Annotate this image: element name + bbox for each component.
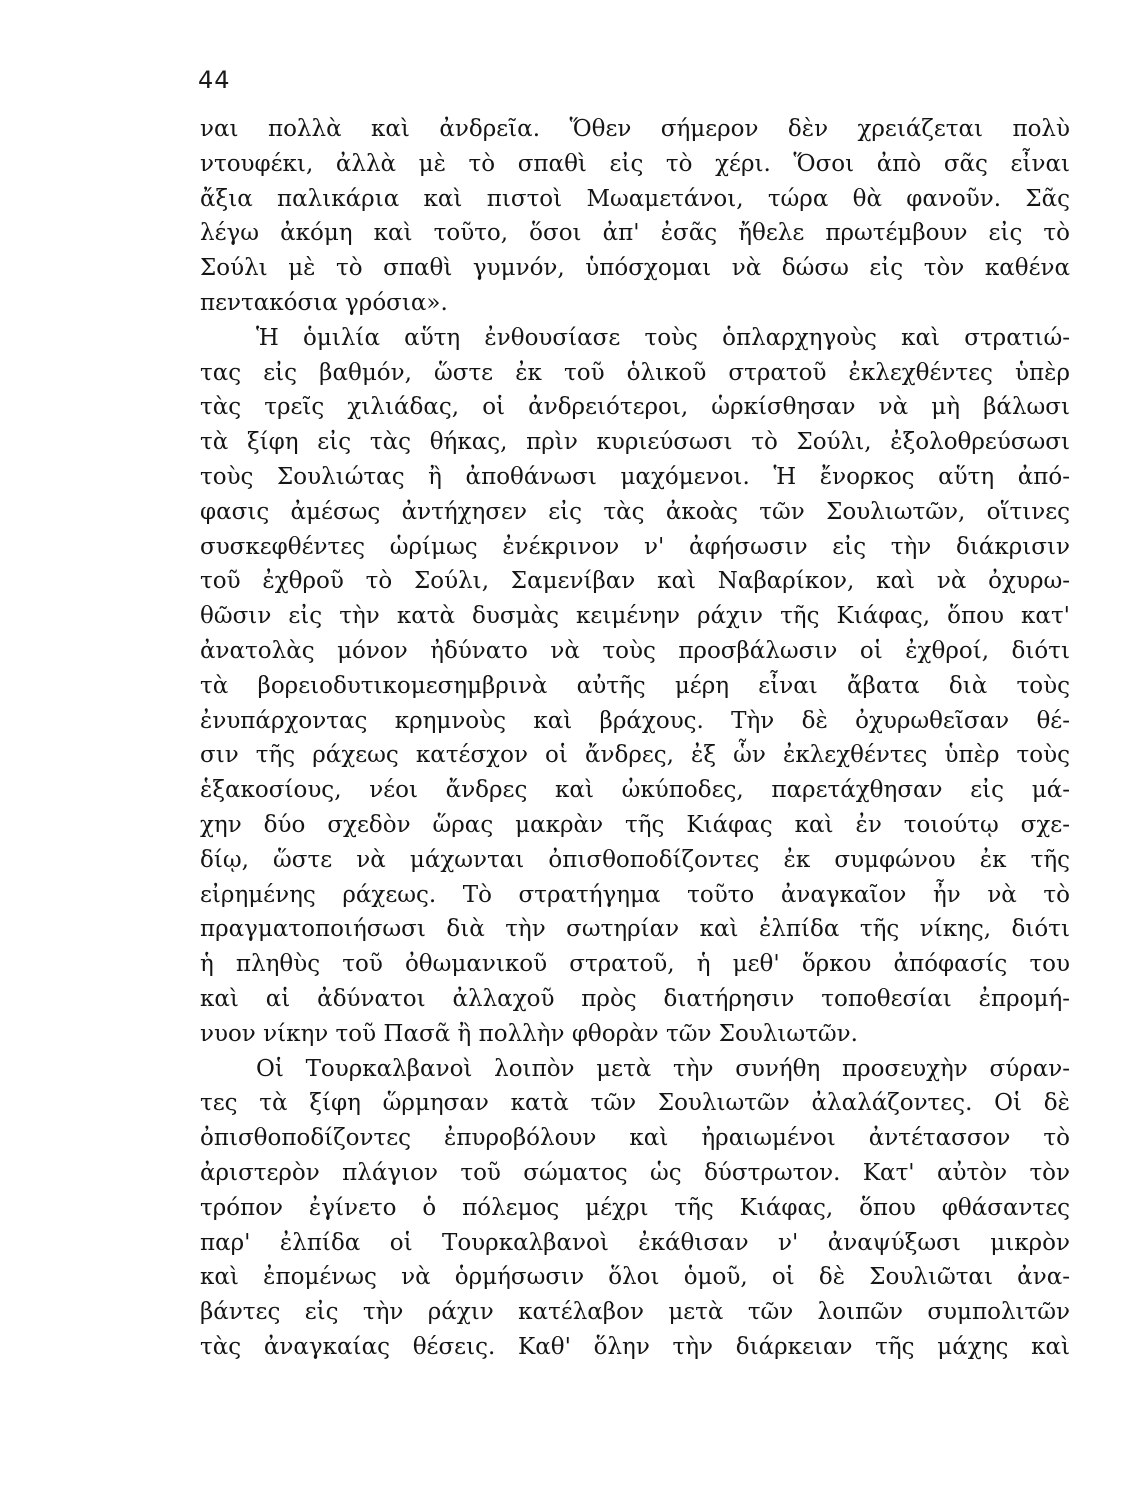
text-line: ἄξια παλικάρια καὶ πιστοὶ Μωαμετάνοι, τώρα θὰ φανοῦν. Σᾶς (200, 185, 1070, 212)
text-line: χην δύο σχεδὸν ὥρας μακρὰν τῆς Κιάφας καὶ ἐν τοιούτῳ σχε- (200, 811, 1070, 838)
text-line: καὶ αἱ ἀδύνατοι ἀλλαχοῦ πρὸς διατήρησιν τοποθεσίαι ἐπρομή- (200, 985, 1070, 1012)
text-line: εἰρημένης ράχεως. Τὸ στρατήγημα τοῦτο ἀναγκαῖον ἦν νὰ τὸ (200, 881, 1070, 908)
text-line: λέγω ἀκόμη καὶ τοῦτο, ὅσοι ἀπ' ἐσᾶς ἤθελε πρωτέμβουν εἰς τὸ (200, 220, 1070, 247)
text-line: τὰ βορειοδυτικομεσημβρινὰ αὐτῆς μέρη εἶναι ἄβατα διὰ τοὺς (200, 672, 1070, 699)
text-line: πεντακόσια γρόσια». (200, 289, 448, 316)
text-line: ἀριστερὸν πλάγιον τοῦ σώματος ὡς δύστρωτον. Κατ' αὐτὸν τὸν (200, 1159, 1070, 1186)
text-line: τὰς ἀναγκαίας θέσεις. Καθ' ὅλην τὴν διάρκειαν τῆς μάχης καὶ (200, 1333, 1070, 1360)
text-line: ντουφέκι, ἀλλὰ μὲ τὸ σπαθὶ εἰς τὸ χέρι. Ὅσοι ἀπὸ σᾶς εἶναι (200, 150, 1070, 177)
text-line: δίῳ, ὥστε νὰ μάχωνται ὀπισθοποδίζοντες ἐκ συμφώνου ἐκ τῆς (200, 846, 1070, 873)
text-line: τοῦ ἐχθροῦ τὸ Σούλι, Σαμενίβαν καὶ Ναβαρίκον, καὶ νὰ ὀχυρω- (200, 568, 1070, 595)
text-line: τες τὰ ξίφη ὥρμησαν κατὰ τῶν Σουλιωτῶν ἀλαλάζοντες. Οἱ δὲ (200, 1090, 1070, 1117)
text-line: τρόπον ἐγίνετο ὁ πόλεμος μέχρι τῆς Κιάφας, ὅπου φθάσαντες (200, 1194, 1070, 1221)
paragraph-start-line: Ἡ ὁμιλία αὕτη ἐνθουσίασε τοὺς ὁπλαρχηγοὺς καὶ στρατιώ- (256, 324, 1070, 351)
text-line: τὰς τρεῖς χιλιάδας, οἱ ἀνδρειότεροι, ὡρκίσθησαν νὰ μὴ βάλωσι (200, 394, 1070, 421)
text-line: σιν τῆς ράχεως κατέσχον οἱ ἄνδρες, ἐξ ὧν ἐκλεχθέντες ὑπὲρ τοὺς (200, 742, 1070, 769)
text-line: φασις ἀμέσως ἀντήχησεν εἰς τὰς ἀκοὰς τῶν Σουλιωτῶν, οἵτινες (200, 498, 1070, 525)
text-line: τὰ ξίφη εἰς τὰς θήκας, πρὶν κυριεύσωσι τὸ Σούλι, ἐξολοθρεύσωσι (200, 429, 1070, 456)
body-text (200, 112, 1070, 1365)
text-line: ἑξακοσίους, νέοι ἄνδρες καὶ ὠκύποδες, παρετάχθησαν εἰς μά- (200, 777, 1070, 804)
text-line: ὀπισθοποδίζοντες ἐπυροβόλουν καὶ ἠραιωμένοι ἀντέτασσον τὸ (200, 1125, 1070, 1152)
text-line: τας εἰς βαθμόν, ὥστε ἐκ τοῦ ὁλικοῦ στρατοῦ ἐκλεχθέντες ὑπὲρ (200, 359, 1070, 386)
text-line: ἐνυπάρχοντας κρημνοὺς καὶ βράχους. Τὴν δὲ ὀχυρωθεῖσαν θέ- (200, 707, 1070, 734)
paragraph-start-line: Οἱ Τουρκαλβανοὶ λοιπὸν μετὰ τὴν συνήθη προσευχὴν σύραν- (256, 1055, 1070, 1082)
text-line: ἀνατολὰς μόνον ἠδύνατο νὰ τοὺς προσβάλωσιν οἱ ἐχθροί, διότι (200, 637, 1070, 664)
text-line: θῶσιν εἰς τὴν κατὰ δυσμὰς κειμένην ράχιν τῆς Κιάφας, ὅπου κατ' (200, 603, 1070, 630)
text-line: συσκεφθέντες ὡρίμως ἐνέκρινον ν' ἀφήσωσιν εἰς τὴν διάκρισιν (200, 533, 1070, 560)
text-line: παρ' ἐλπίδα οἱ Τουρκαλβανοὶ ἐκάθισαν ν' ἀναψύξωσι μικρὸν (200, 1229, 1070, 1256)
text-line: ναι πολλὰ καὶ ἀνδρεῖα. Ὅθεν σήμερον δὲν χρειάζεται πολὺ (200, 116, 1070, 142)
text-line: Σούλι μὲ τὸ σπαθὶ γυμνόν, ὑπόσχομαι νὰ δώσω εἰς τὸν καθένα (200, 255, 1070, 282)
text-line: νυον νίκην τοῦ Πασᾶ ἢ πολλὴν φθορὰν τῶν Σουλιωτῶν. (200, 1020, 858, 1047)
text-line: βάντες εἰς τὴν ράχιν κατέλαβον μετὰ τῶν λοιπῶν συμπολιτῶν (200, 1299, 1070, 1326)
text-line: ἡ πληθὺς τοῦ ὀθωμανικοῦ στρατοῦ, ἡ μεθ' ὅρκου ἀπόφασίς του (200, 951, 1070, 978)
text-line: καὶ ἐπομένως νὰ ὁρμήσωσιν ὅλοι ὁμοῦ, οἱ δὲ Σουλιῶται ἀνα- (200, 1264, 1070, 1291)
text-line: τοὺς Σουλιώτας ἢ ἀποθάνωσι μαχόμενοι. Ἡ ἔνορκος αὕτη ἀπό- (200, 463, 1070, 490)
text-line: πραγματοποιήσωσι διὰ τὴν σωτηρίαν καὶ ἐλπίδα τῆς νίκης, διότι (200, 916, 1070, 943)
page-number: 44 (198, 66, 231, 94)
